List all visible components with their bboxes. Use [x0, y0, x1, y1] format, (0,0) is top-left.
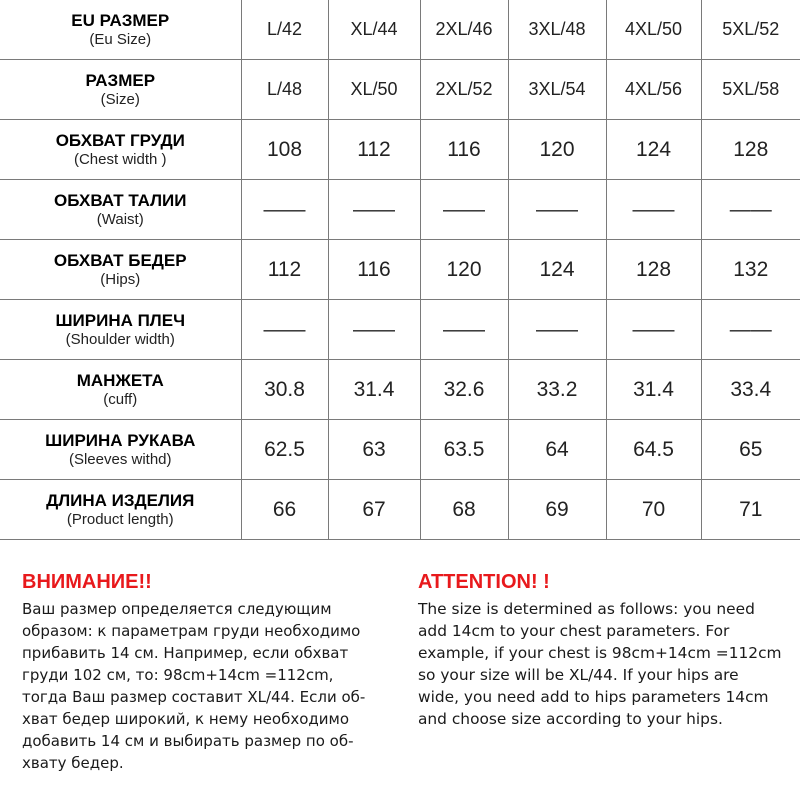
size-value-cell: 112	[241, 240, 328, 300]
size-value-cell: XL/50	[328, 60, 420, 120]
table-row	[0, 60, 800, 120]
row-sublabel: (Eu Size)	[89, 30, 152, 48]
notice-en-title: ATTENTION! !	[418, 571, 550, 593]
size-value-cell: ——	[508, 180, 606, 240]
row-label: ОБХВАТ ГРУДИ	[55, 130, 185, 150]
row-label: РАЗМЕР	[85, 70, 156, 90]
table-row	[0, 180, 800, 240]
size-value-cell: 2XL/46	[420, 0, 508, 60]
size-value-cell: 69	[508, 480, 606, 540]
size-value-cell: 71	[701, 480, 800, 540]
size-value-cell: 4XL/56	[606, 60, 701, 120]
table-row	[0, 120, 800, 180]
row-sublabel: (Product length)	[66, 510, 174, 528]
row-label-cell	[0, 240, 241, 300]
size-value-cell: 132	[701, 240, 800, 300]
size-value-cell: 124	[508, 240, 606, 300]
size-value-cell: 116	[420, 120, 508, 180]
size-value-cell: 63.5	[420, 420, 508, 480]
row-label: ДЛИНА ИЗДЕЛИЯ	[46, 490, 195, 510]
size-value-cell: 116	[328, 240, 420, 300]
size-value-cell: 31.4	[606, 360, 701, 420]
size-value-cell: 64	[508, 420, 606, 480]
size-value-cell: ——	[241, 180, 328, 240]
size-value-cell: 128	[701, 120, 800, 180]
size-value-cell: ——	[328, 300, 420, 360]
size-value-cell: ——	[241, 300, 328, 360]
row-label-cell	[0, 60, 241, 120]
size-value-cell: ——	[508, 300, 606, 360]
row-sublabel: (Shoulder width)	[65, 330, 175, 348]
row-label: EU РАЗМЕР	[71, 10, 170, 30]
notice-ru-title: ВНИМАНИЕ!!	[22, 571, 152, 593]
notice-en-text: The size is determined as follows: you need add 14cm to your chest parameters. For example, if your chest is 98cm+14cm =112cm so your size will be XL/44. If your hips are wide, you need add to hips parameters 14cm and choose size according to your hips.	[418, 600, 782, 728]
notice-ru	[22, 566, 408, 774]
size-value-cell: 66	[241, 480, 328, 540]
row-label-cell	[0, 120, 241, 180]
table-row	[0, 360, 800, 420]
size-value-cell: ——	[606, 180, 701, 240]
row-label-cell	[0, 420, 241, 480]
row-label-cell	[0, 0, 241, 60]
table-row	[0, 420, 800, 480]
size-value-cell: 124	[606, 120, 701, 180]
size-value-cell: 112	[328, 120, 420, 180]
size-value-cell: 3XL/48	[508, 0, 606, 60]
table-row	[0, 300, 800, 360]
size-value-cell: 33.4	[701, 360, 800, 420]
table-row	[0, 0, 800, 60]
table-row	[0, 480, 800, 540]
size-value-cell: 65	[701, 420, 800, 480]
size-value-cell: ——	[606, 300, 701, 360]
row-sublabel: (Hips)	[100, 270, 141, 288]
row-sublabel: (Chest width )	[73, 150, 167, 168]
size-value-cell: 33.2	[508, 360, 606, 420]
size-value-cell: 31.4	[328, 360, 420, 420]
row-sublabel: (Size)	[100, 90, 140, 108]
size-value-cell: 2XL/52	[420, 60, 508, 120]
row-label: ОБХВАТ ТАЛИИ	[54, 190, 187, 210]
size-value-cell: 62.5	[241, 420, 328, 480]
size-value-cell: ——	[328, 180, 420, 240]
row-label-cell	[0, 300, 241, 360]
size-value-cell: L/48	[241, 60, 328, 120]
size-value-cell: L/42	[241, 0, 328, 60]
size-value-cell: 30.8	[241, 360, 328, 420]
size-value-cell: 108	[241, 120, 328, 180]
row-sublabel: (Sleeves withd)	[68, 450, 172, 468]
row-label: МАНЖЕТА	[76, 370, 164, 390]
size-value-cell: 5XL/58	[701, 60, 800, 120]
size-value-cell: 67	[328, 480, 420, 540]
size-value-cell: 128	[606, 240, 701, 300]
row-label-cell	[0, 180, 241, 240]
size-value-cell: 4XL/50	[606, 0, 701, 60]
size-value-cell: ——	[701, 300, 800, 360]
size-value-cell: 120	[508, 120, 606, 180]
size-value-cell: 32.6	[420, 360, 508, 420]
table-row	[0, 240, 800, 300]
size-value-cell: ——	[701, 180, 800, 240]
size-value-cell: 68	[420, 480, 508, 540]
size-value-cell: 5XL/52	[701, 0, 800, 60]
row-sublabel: (Waist)	[96, 210, 144, 228]
size-value-cell: ——	[420, 180, 508, 240]
size-value-cell: 3XL/54	[508, 60, 606, 120]
size-value-cell: ——	[420, 300, 508, 360]
row-sublabel: (cuff)	[103, 390, 138, 408]
size-value-cell: 70	[606, 480, 701, 540]
row-label: ОБХВАТ БЕДЕР	[53, 250, 187, 270]
row-label: ШИРИНА РУКАВА	[45, 430, 196, 450]
notice-ru-text: Ваш размер определяется следующим образом: к параметрам груди необходимо прибавить 14 см. Например, если обхват груди 102 см, то: 98cm+14cm =112cm, тогда Ваш размер составит XL/44. Если об- хват бедер широкий, к нему необходимо добавить 14 см и выбирать размер по об- хвату бедер.	[22, 600, 366, 772]
notice-en	[418, 566, 798, 730]
size-value-cell: XL/44	[328, 0, 420, 60]
notes-section	[0, 566, 800, 800]
size-value-cell: 64.5	[606, 420, 701, 480]
row-label: ШИРИНА ПЛЕЧ	[55, 310, 186, 330]
size-value-cell: 120	[420, 240, 508, 300]
size-value-cell: 63	[328, 420, 420, 480]
row-label-cell	[0, 480, 241, 540]
row-label-cell	[0, 360, 241, 420]
